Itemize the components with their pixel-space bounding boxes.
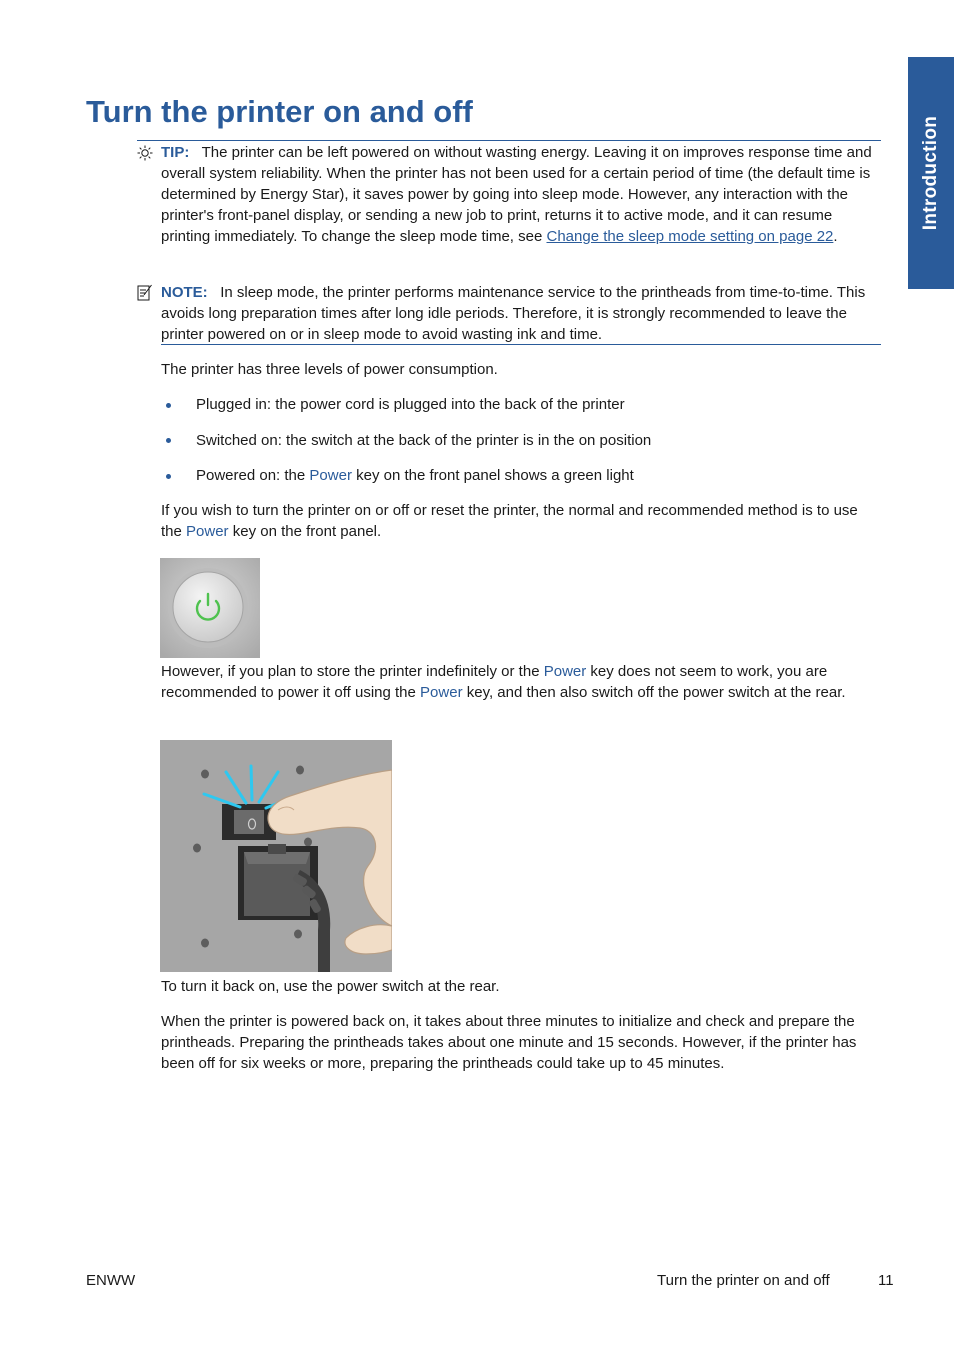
reset-pre: If you wish to turn the printer on or off or reset the printer, the normal and recommended method is to use the	[161, 502, 858, 540]
power-button-image	[160, 558, 260, 658]
footer-section-title: Turn the printer on and off	[657, 1272, 830, 1289]
note-text: In sleep mode, the printer performs maintenance service to the printheads from time-to-time. This avoids long preparation times after long idle periods. Therefore, it is strongly recommended to leave the printer powered on or in sleep mode to avoid wasting ink and time.	[161, 284, 866, 343]
list-item-switched-on: Switched on: the switch at the back of the printer is in the on position	[196, 432, 652, 449]
tip-label: TIP:	[161, 144, 190, 161]
power-key-name: Power	[543, 663, 587, 680]
note-rule	[161, 344, 881, 345]
tip-end: .	[833, 228, 838, 245]
list-item-powered-on	[196, 465, 634, 486]
turn-back-on-paragraph: To turn it back on, use the power switch at the rear.	[161, 978, 500, 995]
chapter-side-tab	[908, 57, 954, 289]
chapter-side-tab-label: Introduction	[920, 115, 941, 231]
title-rule	[137, 140, 881, 141]
power-key-name: Power	[420, 684, 463, 701]
note-pad-icon	[137, 284, 153, 307]
tip-paragraph	[161, 142, 881, 247]
store-paragraph	[161, 661, 881, 703]
bullet-post: key on the front panel shows a green light	[351, 467, 634, 484]
reset-post: key on the front panel.	[228, 523, 382, 540]
power-key-name: Power	[186, 523, 229, 540]
note-label: NOTE:	[161, 284, 208, 301]
footer-page-number: 11	[878, 1272, 894, 1289]
sleep-mode-link[interactable]: Change the sleep mode setting on page 22	[546, 228, 834, 245]
power-levels-intro: The printer has three levels of power consumption.	[161, 361, 498, 378]
power-key-name: Power	[309, 467, 352, 484]
store-post: key, and then also switch off the power switch at the rear.	[462, 684, 846, 701]
bullet-marker	[166, 403, 171, 408]
tip-text: The printer can be left powered on without wasting energy. Leaving it on improves response time and overall system reliability. When the printer has not been used for a certain period of time (the default time is determined by Energy Star), it saves power by going into sleep mode. However, any interaction with the printer's front-panel display, or sending a new job to print, returns it to active mode, and it can resume printing immediately. To change the sleep mode time, see	[161, 144, 872, 245]
bullet-pre: Powered on: the	[196, 467, 310, 484]
list-item-plugged-in: Plugged in: the power cord is plugged into the back of the printer	[196, 396, 625, 413]
store-pre: However, if you plan to store the printer indefinitely or the	[161, 663, 544, 680]
store-mid: key does not seem to work, you are recommended to power it off using the	[161, 663, 828, 701]
rear-power-switch-image	[160, 740, 392, 972]
bullet-marker	[166, 438, 171, 443]
note-paragraph	[161, 282, 881, 345]
powered-back-paragraph: When the printer is powered back on, it takes about three minutes to initialize and check and prepare the printheads. Preparing the printheads takes about one minute and 15 seconds. However, if the printer has been off for six weeks or more, preparing the printheads could take up to 45 minutes.	[161, 1013, 857, 1072]
lightbulb-icon	[137, 145, 153, 166]
footer-enww: ENWW	[86, 1272, 136, 1289]
reset-paragraph	[161, 500, 881, 542]
bullet-marker	[166, 474, 171, 479]
page-title: Turn the printer on and off	[86, 94, 473, 129]
